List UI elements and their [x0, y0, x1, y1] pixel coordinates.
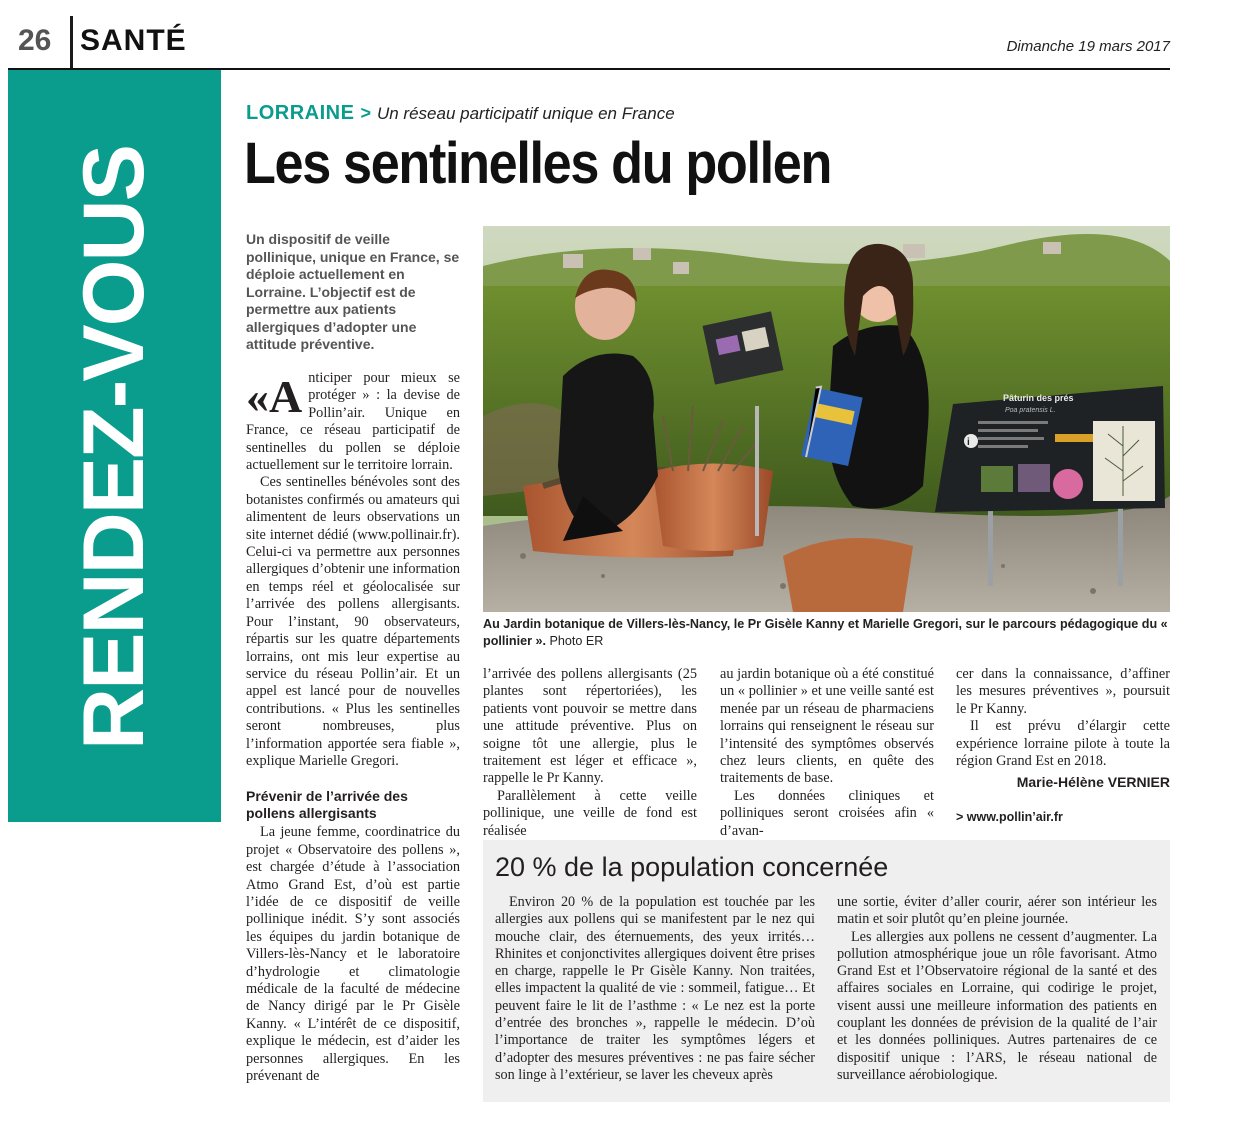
issue-date: Dimanche 19 mars 2017: [1006, 38, 1170, 55]
lead-paragraph: [246, 370, 460, 474]
kicker-subtitle: Un réseau participatif unique en France: [376, 104, 675, 123]
box-title: 20 % de la population concernée: [495, 852, 889, 882]
article-photo: [483, 226, 1170, 612]
header-divider: [70, 16, 73, 70]
paragraph: au jardin botanique où a été constitué un « pollinier » et une veille santé est menée par un réseau de pharmaciens lorrains qui renseignent le réseau sur l’intensité des symptômes observés chez leurs clients, en quête des traitements de base.: [720, 666, 934, 787]
paragraph: cer dans la connaissance, d’affiner les mesures préventives », poursuit le Pr Kanny.: [956, 666, 1170, 717]
sign-subtitle: Poa pratensis L.: [1005, 407, 1056, 414]
paragraph: Les allergies aux pollens ne cessent d’augmenter. La pollution atmosphérique joue un rôle favorisant. Atmo Grand Est et l’Observatoire régional de la santé et des affaires sociales en Lorraine, qui codirige le projet, visent aussi une meilleure information des patients en couplant les données de prévision de la qualité de l’air et les données polliniques. Autres partenaires de ce dispositif unique : l’ARS, le réseau national de surveillance aérobiologique.: [837, 928, 1157, 1083]
box-column-2: [837, 894, 1157, 1084]
headline: Les sentinelles du pollen: [244, 131, 831, 196]
rubric-label-wrap: [10, 78, 217, 818]
kicker-arrow: >: [360, 103, 371, 123]
svg-text:i: i: [967, 437, 970, 448]
quote-mark: «: [246, 371, 269, 422]
section-title: SANTÉ: [80, 24, 187, 57]
lead-text: nticiper pour mieux se protéger » : la devise de Pollin’air. Unique en France, ce réseau participatif de sentinelles du pollen se déploie actuellement sur le territoire lorrain.: [246, 370, 460, 474]
photo-caption: [483, 616, 1170, 649]
sign-title: Pâturin des prés: [1003, 393, 1074, 403]
box-column-1: [495, 894, 815, 1084]
paragraph: Il est prévu d’élargir cette expérience lorraine pilote à toute la région Grand Est en 2018.: [956, 718, 1170, 770]
photo-credit: Photo ER: [549, 633, 604, 648]
article-column-4: [956, 666, 1170, 824]
chapo: Un dispositif de veille pollinique, unique en France, se déploie actuellement en Lorraine. L’objectif est de permettre aux patients allergiques d’adopter une attitude préventive.: [246, 231, 460, 352]
article-column-3: [720, 666, 934, 840]
kicker: [246, 102, 675, 125]
page-number: 26: [18, 24, 52, 57]
paragraph: une sortie, éviter d’aller courir, aérer son intérieur les matin et soir plutôt qu’en pleine journée.: [837, 894, 1157, 928]
article-column-2: [483, 666, 697, 840]
paragraph: Environ 20 % de la population est touchée par les allergies aux pollens qui se manifestent par le nez qui mouche clair, des éternuements, des yeux irrités… Rhinites et conjonctivites allergiques doivent être prises en charge, rappelle le Pr Gisèle Kanny. Non traitées, elles impactent la qualité de vie : sommeil, fatigue… Et peuvent faire le lit de l’asthme : « Le nez est la porte d’entrée des bronches », rappelle le médecin. D’où l’importance de traiter les symptômes légers et d’adopter des mesures préventives : ne pas faire sécher son linge à l’extérieur, se laver les cheveux après: [495, 894, 815, 1083]
website-link[interactable]: > www.pollin’air.fr: [956, 810, 1063, 825]
article-column-1: [246, 370, 460, 1085]
author-signature: Marie-Hélène VERNIER: [1016, 774, 1170, 791]
dropcap: A: [269, 371, 303, 422]
paragraph: Parallèlement à cette veille pollinique, une veille de fond est réalisée: [483, 787, 697, 839]
paragraph: La jeune femme, coordinatrice du projet « Observatoire des pollens », est chargée d’étude à l’association Atmo Grand Est, d’où est partie l’idée de ce dispositif de veille pollinique inédit. S’y sont associés les équipes du jardin botanique de Villers-lès-Nancy et le laboratoire d’hydrologie et climatologie médicale de la faculté de médecine de Nancy dirigé par le Pr Gisèle Kanny. « L’intérêt de ce dispositif, explique le médecin, est d’aider les personnes allergiques. En les prévenant de: [246, 824, 460, 1085]
photo-illustration: [483, 226, 1170, 612]
rubric-label: RENDEZ-VOUS: [65, 146, 162, 750]
caption-text: Au Jardin botanique de Villers-lès-Nancy, le Pr Gisèle Kanny et Marielle Gregori, sur le parcours pédagogique du « pollinier ».: [483, 617, 1168, 648]
opening-quote: [246, 371, 303, 422]
kicker-region: LORRAINE: [246, 102, 355, 124]
paragraph: Ces sentinelles bénévoles sont des botanistes confirmés ou amateurs qui alimentent de leurs observations un site internet dédié (www.pollinair.fr). Celui-ci va permettre aux personnes allergiques d’obtenir une information en temps réel et géolocalisée sur l’arrivée des pollens allergisants. Pour l’instant, 90 observateurs, répartis sur les quatre départements lorrains, ont mis leur expertise au service du réseau Pollin’air. Et un appel est lancé pour de nouvelles contributions. « Plus les sentinelles seront nombreuses, plus l’information apportée sera fiable », explique Marielle Gregori.: [246, 474, 460, 769]
paragraph: l’arrivée des pollens allergisants (25 plantes sont répertoriées), les patients vont pouvoir se mettre dans une attitude préventive. Plus on soigne tôt une allergie, plus le traitement est léger et efficace », rappelle le Pr Kanny.: [483, 666, 697, 787]
paragraph: Les données cliniques et polliniques seront croisées afin « d’avan-: [720, 787, 934, 839]
subheading: Prévenir de l’arrivée des pollens allergisants: [246, 788, 408, 822]
